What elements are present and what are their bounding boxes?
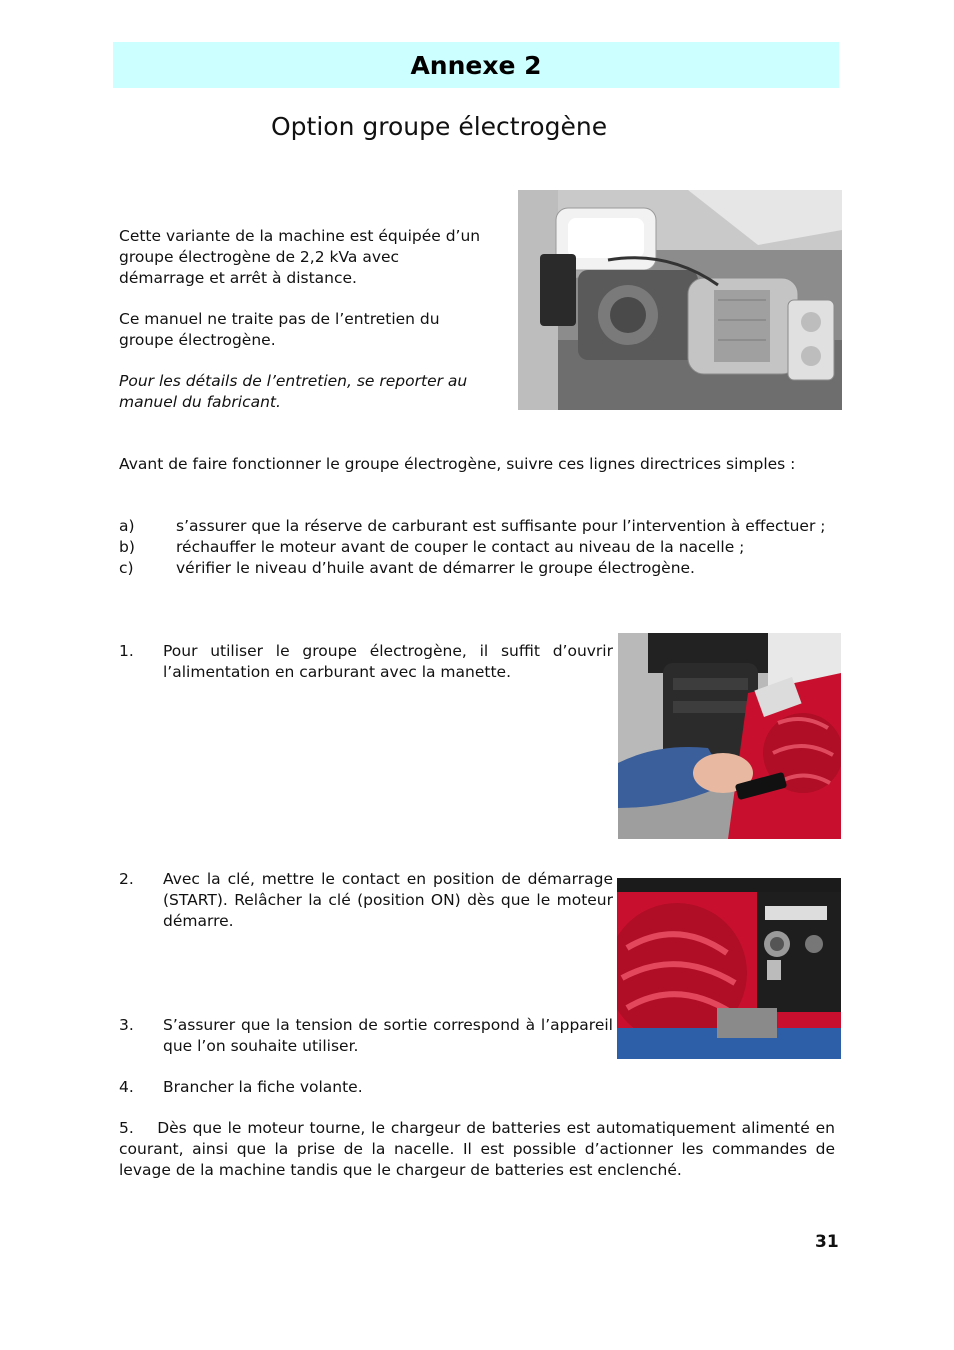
generator-photo <box>518 190 842 410</box>
guidelines-list <box>119 516 835 579</box>
intro-paragraph-3: Pour les détails de l’entretien, se reporter au manuel du fabricant. <box>119 372 468 411</box>
step-3: 3. S’assurer que la tension de sortie correspond à l’appareil que l’on souhaite utiliser. <box>119 1016 613 1055</box>
list-item: b) réchauffer le moteur avant de couper le contact au niveau de la nacelle ; <box>119 538 745 556</box>
step-1: 1. Pour utiliser le groupe électrogène, il suffit d’ouvrir l’alimentation en carburant avec la manette. <box>119 642 613 681</box>
guidelines-intro: Avant de faire fonctionner le groupe électrogène, suivre ces lignes directrices simples : <box>119 455 796 473</box>
list-item: c) vérifier le niveau d’huile avant de démarrer le groupe électrogène. <box>119 559 695 577</box>
annex-title: Annexe 2 <box>410 50 542 80</box>
list-item: a) s’assurer que la réserve de carburant est suffisante pour l’intervention à effectuer ; <box>119 517 826 535</box>
annex-header-banner <box>113 42 839 88</box>
step-4: 4. Brancher la fiche volante. <box>119 1078 363 1096</box>
page-number: 31 <box>815 1232 839 1252</box>
fuel-valve-photo <box>618 633 841 839</box>
intro-paragraph-1: Cette variante de la machine est équipée d’un groupe électrogène de 2,2 kVa avec démarrage et arrêt à distance. <box>119 227 481 287</box>
page-subtitle: Option groupe électrogène <box>271 112 608 141</box>
intro-paragraph-2: Ce manuel ne traite pas de l’entretien du groupe électrogène. <box>119 310 440 349</box>
step-2: 2. Avec la clé, mettre le contact en position de démarrage (START). Relâcher la clé (position ON) dès que le moteur démarre. <box>119 870 613 930</box>
step-5: 5. Dès que le moteur tourne, le chargeur de batteries est automatiquement alimenté en courant, ainsi que la prise de la nacelle. Il est possible d’actionner les commandes de levage de la machine tandis que le chargeur de batteries est enclenché. <box>119 1119 835 1179</box>
ignition-key-photo <box>617 878 841 1059</box>
